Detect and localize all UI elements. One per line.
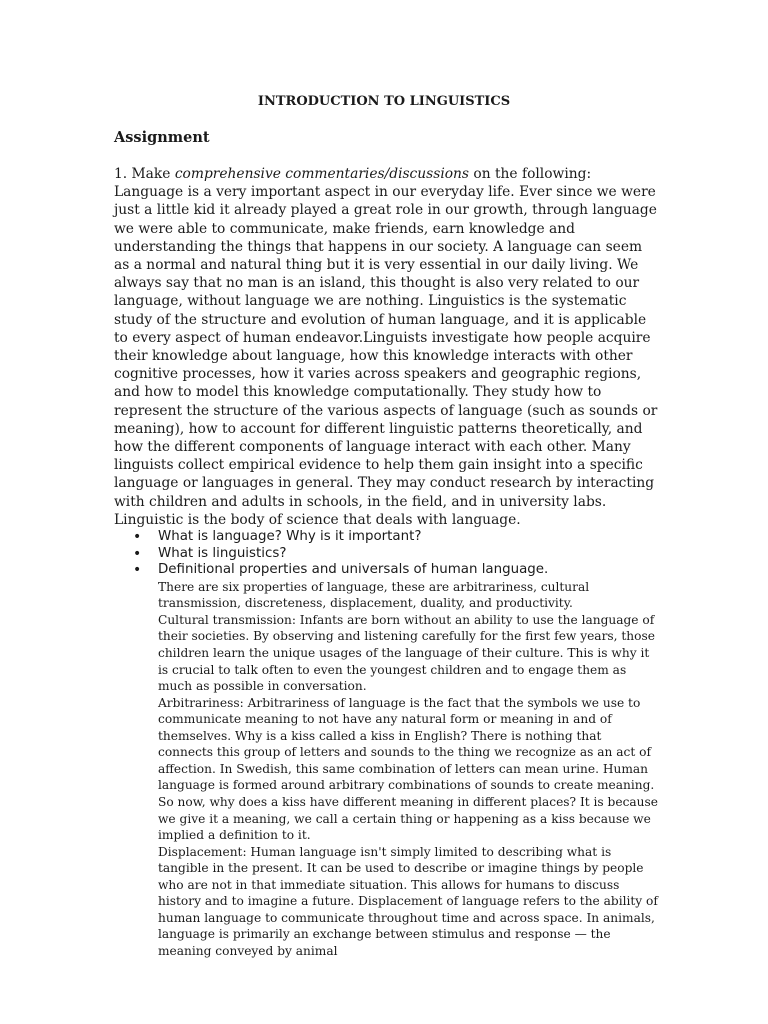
list-item <box>114 562 660 579</box>
list-item <box>114 546 660 563</box>
document-title: INTRODUCTION TO LINGUISTICS <box>257 94 511 109</box>
definition-paragraph: Linguistic is the body of science that deals with language. <box>114 511 521 528</box>
intro-paragraph: Language is a very important aspect in our everyday life. Ever since we were just a little kid it already played a great role in our growth, through language we were able to communicate, make friends, earn knowledge and understanding the things that happens in our society. A language can seem as a normal and natural thing but it is very essential in our daily living. We always say that no man is an island, this thought is also very related to our language, without language we are nothing. Linguistics is the systematic study of the structure and evolution of human language, and it is applicable to every aspect of human endeavor.Linguists investigate how people acquire their knowledge about language, how this knowledge interacts with other cognitive processes, how it varies across speakers and geographic regions, and how to model this knowledge computationally. They study how to represent the structure of the various aspects of language (such as sounds or meaning), how to account for different linguistic patterns theoretically, and how the different components of language interact with each other. Many linguists collect empirical evidence to help them gain insight into a specific language or languages in general. They may conduct research by interacting with children and adults in schools, in the field, and in university labs. <box>114 184 658 510</box>
arbitrariness-paragraph: Arbitrariness: Arbitrariness of language is the fact that the symbols we use to communicate meaning to not have any natural form or meaning in and of themselves. Why is a kiss called a kiss in English? There is nothing that connects this group of letters and sounds to the thing we recognize as an act of affection. In Swedish, this same combination of letters can mean urine. Human language is formed around arbitrary combinations of sounds to create meaning. So now, why does a kiss have different meaning in different places? It is because we give it a meaning, we call a certain thing or happening as a kiss because we implied a definition to it. <box>158 695 658 843</box>
bullet-icon: • <box>133 562 142 579</box>
displacement-paragraph: Displacement: Human language isn't simply limited to describing what is tangible in the present. It can be used to describe or imagine things by people who are not in that immediate situation. This allows for humans to discuss history and to imagine a future. Displacement of language refers to the ability of human language to communicate throughout time and across space. In animals, language is primarily an exchange between stimulus and response — the meaning conveyed by animal <box>158 844 658 958</box>
instruction-line <box>114 165 660 183</box>
instruction-suffix: on the following: <box>469 166 592 182</box>
document-body <box>114 165 660 959</box>
list-item-text: What is linguistics? <box>158 545 287 561</box>
instruction-emphasis: comprehensive commentaries/discussions <box>174 166 470 182</box>
bullet-icon: • <box>133 529 142 546</box>
list-item <box>114 529 660 546</box>
properties-overview: There are six properties of language, these are arbitrariness, cultural transmission, discreteness, displacement, duality, and productivity. <box>158 579 590 611</box>
instruction-prefix: 1. Make <box>114 166 175 182</box>
properties-section <box>158 579 660 960</box>
list-item-text: What is language? Why is it important? <box>158 529 422 545</box>
question-list <box>114 529 660 579</box>
assignment-heading: Assignment <box>114 129 210 146</box>
list-item-text: Definitional properties and universals of human language. <box>158 562 549 578</box>
bullet-icon: • <box>133 545 142 562</box>
cultural-transmission-paragraph: Cultural transmission: Infants are born without an ability to use the language of their societies. By observing and listening carefully for the first few years, those children learn the unique usages of the language of their culture. This is why it is crucial to talk often to even the youngest children and to engage them as much as possible in conversation. <box>158 612 655 694</box>
